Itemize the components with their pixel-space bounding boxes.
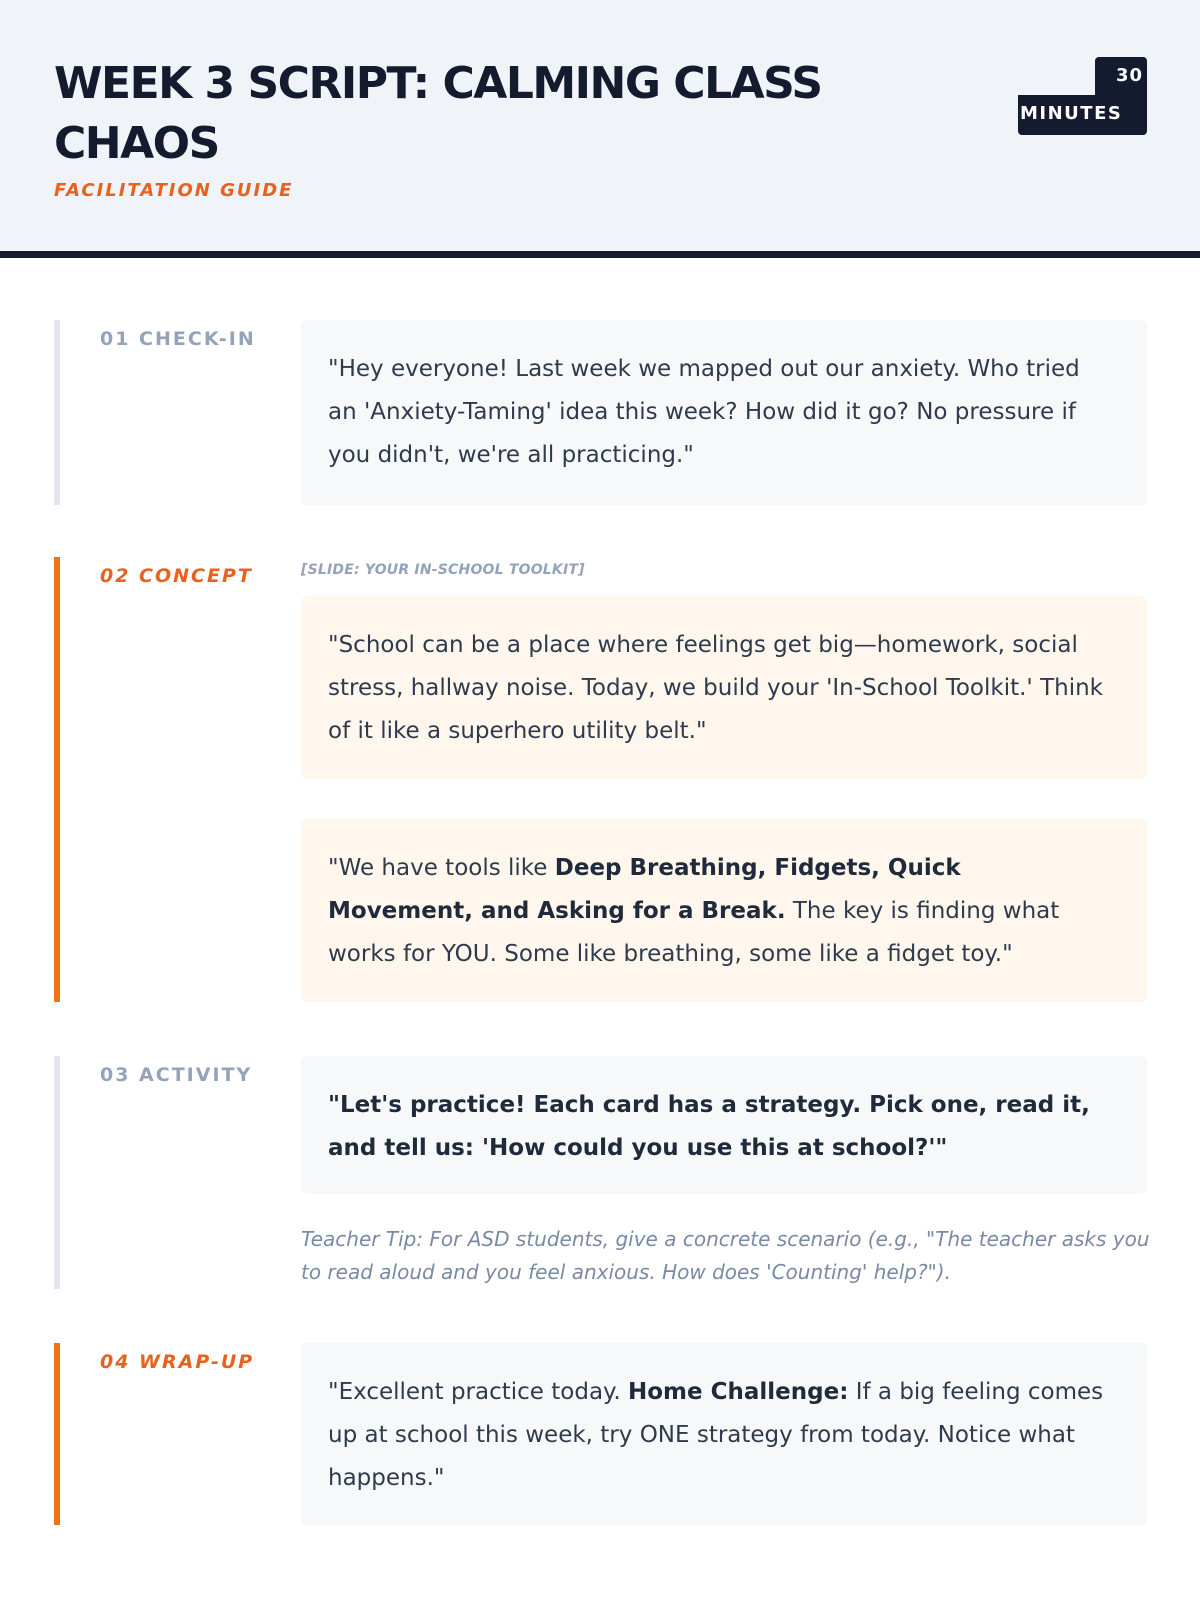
script-text: If a big feeling comes up at school this week, try ONE strategy from today. Notice what happens." bbox=[328, 1379, 1104, 1491]
section-concept bbox=[54, 557, 1147, 1002]
section-label: 03 ACTIVITY bbox=[100, 1064, 253, 1086]
page-header bbox=[0, 0, 1200, 258]
page-title: WEEK 3 SCRIPT: CALMING CLASS CHAOS bbox=[54, 58, 822, 169]
section-label: 04 WRAP-UP bbox=[100, 1351, 255, 1373]
duration-badge-value: 30 bbox=[1095, 57, 1147, 95]
script-card bbox=[301, 1343, 1147, 1525]
duration-badge-unit: MINUTES bbox=[1018, 95, 1147, 135]
section-wrap-up bbox=[54, 1343, 1147, 1525]
script-card: "Let's practice! Each card has a strategy. Pick one, read it, and tell us: 'How could you use this at school?'" bbox=[301, 1056, 1147, 1194]
slide-tag: [SLIDE: YOUR IN-SCHOOL TOOLKIT] bbox=[301, 562, 585, 578]
section-label: 01 CHECK-IN bbox=[100, 328, 256, 350]
section-divider-bar bbox=[54, 1343, 60, 1525]
script-card: "School can be a place where feelings get big—homework, social stress, hallway noise. Today, we build your 'In-School Toolkit.' Think of it like a superhero utility belt." bbox=[301, 596, 1147, 779]
script-card bbox=[301, 819, 1147, 1002]
teacher-tip: Teacher Tip: For ASD students, give a concrete scenario (e.g., "The teacher asks you to read aloud and you feel anxious. How does 'Counting' help?"). bbox=[301, 1227, 1150, 1284]
section-divider-bar bbox=[54, 1056, 60, 1289]
section-divider-bar bbox=[54, 320, 60, 505]
script-text: The key is finding what works for YOU. Some like breathing, some like a fidget toy." bbox=[328, 898, 1060, 967]
script-emphasis: Home Challenge: bbox=[628, 1379, 849, 1405]
script-card: "Hey everyone! Last week we mapped out our anxiety. Who tried an 'Anxiety-Taming' idea this week? How did it go? No pressure if you didn't, we're all practicing." bbox=[301, 320, 1147, 505]
script-emphasis: Deep Breathing, Fidgets, Quick Movement, and Asking for a Break. bbox=[328, 855, 961, 924]
section-activity bbox=[54, 1056, 1150, 1289]
section-label: 02 CONCEPT bbox=[100, 565, 253, 587]
page-subtitle: FACILITATION GUIDE bbox=[54, 180, 294, 201]
script-text: "Excellent practice today. bbox=[328, 1379, 628, 1405]
section-divider-bar bbox=[54, 557, 60, 1002]
section-check-in bbox=[54, 320, 1147, 505]
script-text: "We have tools like bbox=[328, 855, 555, 881]
